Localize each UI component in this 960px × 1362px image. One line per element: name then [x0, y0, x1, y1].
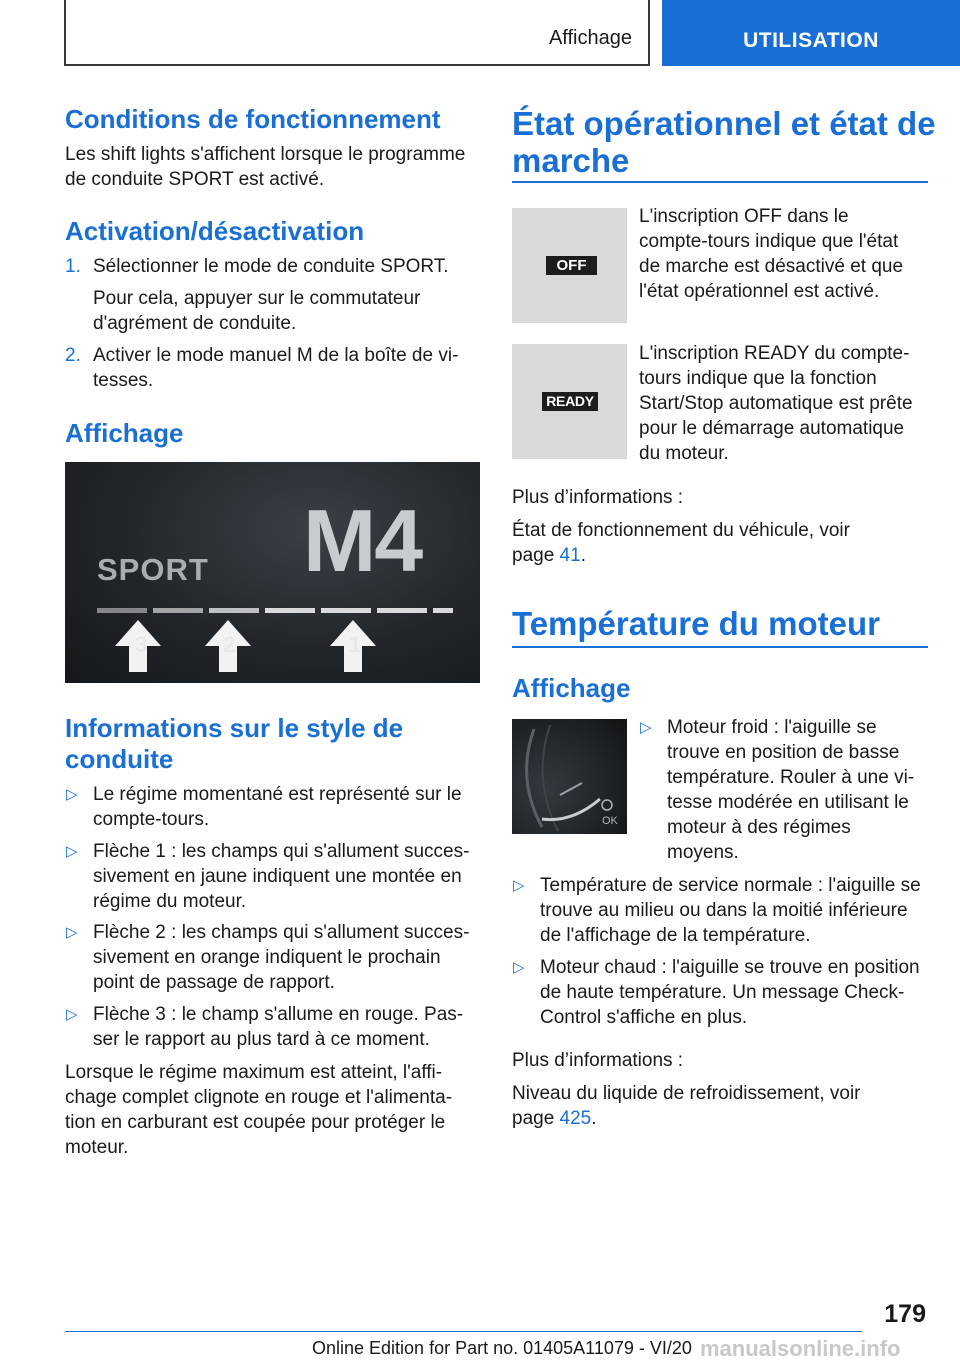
style-bullet-1-line-1: Le régime momentané est représenté sur le	[93, 784, 462, 805]
temp-bullet-2-line-2: trouve au milieu ou dans la moitié inférieure	[540, 900, 908, 921]
temp-bullet-1-line-4: tesse modérée en utilisant le	[667, 792, 909, 813]
temp-bullet-3-line-3: Control s'affiche en plus.	[540, 1007, 748, 1028]
step-1-sub-line-1: Pour cela, appuyer sur le commutateur	[93, 288, 421, 309]
style-para-line-2: chage complet clignote en rouge et l'alimenta-	[65, 1087, 453, 1108]
temp-bullet-1-line-3: température. Rouler à une vi-	[667, 767, 915, 788]
temp-bullet-1-line-5: moteur à des régimes	[667, 817, 851, 838]
triangle-right-icon: ▷	[66, 786, 78, 803]
etat-ref-page-line	[512, 543, 586, 568]
triangle-right-icon: ▷	[66, 1006, 78, 1023]
arrow-2-label: 2	[223, 632, 236, 657]
off-badge: OFF	[546, 256, 597, 275]
style-bullet-4-line-1: Flèche 3 : le champ s'allume en rouge. Pas-	[93, 1004, 464, 1025]
temp-ref-line: Niveau du liquide de refroidissement, voir	[512, 1083, 861, 1104]
triangle-right-icon: ▷	[513, 877, 525, 894]
ready-indicator-image	[512, 344, 627, 459]
sport-mode-label: SPORT	[97, 552, 209, 587]
style-bullet-3-line-3: point de passage de rapport.	[93, 972, 335, 993]
shift-light-segment	[209, 608, 259, 613]
step-2-line-2: tesses.	[93, 370, 154, 391]
arrow-3-label: 3	[135, 632, 148, 657]
temp-bullet-1-line-6: moyens.	[667, 842, 739, 863]
etat-more-info: Plus d’informations :	[512, 487, 684, 508]
page-link-41[interactable]: 41	[559, 545, 581, 566]
shift-light-segment	[153, 608, 203, 613]
style-bullet-3-line-1: Flèche 2 : les champs qui s'allument succes-	[93, 922, 470, 943]
off-text-line-3: de marche est désactivé et que	[639, 256, 904, 277]
ready-text-line-1: L'inscription READY du compte-	[639, 343, 910, 364]
style-bullet-2-line-1: Flèche 1 : les champs qui s'allument succes-	[93, 841, 470, 862]
heading-style-line-1: Informations sur le style de	[65, 713, 404, 743]
ref-prefix: page	[512, 545, 560, 566]
page-number: 179	[884, 1300, 926, 1328]
footer-edition: Online Edition for Part no. 01405A11079 - VI/20	[312, 1338, 692, 1358]
temp-bullet-3-line-2: de haute température. Un message Check-	[540, 982, 905, 1003]
heading-temp-affichage: Affichage	[512, 673, 631, 703]
ready-text-line-5: du moteur.	[639, 443, 729, 464]
temp-bullet-2-line-1: Température de service normale : l'aiguille se	[540, 875, 921, 896]
shift-light-segment	[321, 608, 371, 613]
shift-light-segment	[97, 608, 147, 613]
off-text-line-2: compte-tours indique que l'état	[639, 231, 899, 252]
off-text-line-4: l'état opérationnel est activé.	[639, 281, 880, 302]
style-para-line-4: moteur.	[65, 1137, 129, 1158]
temperature-gauge-image	[512, 719, 627, 834]
style-bullet-2-line-3: régime du moteur.	[93, 891, 247, 912]
style-bullet-4-line-2: ser le rapport au plus tard à ce moment.	[93, 1029, 430, 1050]
watermark: manualsonline.info	[700, 1336, 901, 1361]
section-divider	[512, 181, 928, 183]
heading-activation: Activation/désactivation	[65, 216, 365, 246]
temp-bullet-1-line-2: trouve en position de basse	[667, 742, 900, 763]
temp-bullet-1-line-1: Moteur froid : l'aiguille se	[667, 717, 877, 738]
triangle-right-icon: ▷	[640, 719, 652, 736]
header-chapter-tab[interactable]	[662, 0, 960, 66]
gear-indicator-label: M4	[303, 491, 422, 590]
shift-light-segment	[377, 608, 427, 613]
triangle-right-icon: ▷	[513, 959, 525, 976]
style-bullet-1-line-2: compte-tours.	[93, 809, 210, 830]
shift-light-segment	[265, 608, 315, 613]
step-number: 2.	[65, 345, 81, 366]
temp-bullet-2-line-3: de l'affichage de la température.	[540, 925, 811, 946]
shift-lights-image	[65, 462, 480, 683]
style-bullet-2-line-2: sivement en jaune indiquent une montée en	[93, 866, 462, 887]
heading-temperature: Température du moteur	[512, 605, 880, 642]
style-bullet-3-line-2: sivement en orange indiquent le prochain	[93, 947, 441, 968]
step-2-line-1: Activer le mode manuel M de la boîte de vi-	[93, 345, 459, 366]
off-indicator-image	[512, 208, 627, 323]
header-box	[64, 0, 650, 66]
ready-text-line-2: tours indique que la fonction	[639, 368, 877, 389]
triangle-right-icon: ▷	[66, 924, 78, 941]
triangle-right-icon: ▷	[66, 843, 78, 860]
header-section-title: Affichage	[548, 27, 632, 49]
style-para-line-1: Lorsque le régime maximum est atteint, l'affi-	[65, 1062, 443, 1083]
heading-affichage: Affichage	[65, 418, 184, 448]
gauge-ok-label: OK	[602, 815, 618, 827]
step-1-sub-line-2: d'agrément de conduite.	[93, 313, 297, 334]
ref-suffix: .	[591, 1108, 597, 1129]
page-link-425[interactable]: 425	[559, 1108, 592, 1129]
heading-style-line-2: conduite	[65, 744, 174, 774]
temp-ref-page-line	[512, 1106, 597, 1131]
etat-ref-line: État de fonctionnement du véhicule, voir	[512, 520, 850, 541]
ref-suffix: .	[580, 545, 586, 566]
style-para-line-3: tion en carburant est coupée pour protéger le	[65, 1112, 446, 1133]
step-number: 1.	[65, 256, 81, 277]
ready-text-line-4: pour le démarrage automatique	[639, 418, 905, 439]
off-text-line-1: L'inscription OFF dans le	[639, 206, 849, 227]
header-chapter-label: UTILISATION	[743, 29, 879, 52]
footer-divider	[65, 1331, 862, 1332]
step-1-text: Sélectionner le mode de conduite SPORT.	[93, 256, 449, 277]
ready-badge: READY	[542, 392, 598, 411]
shift-light-segment	[433, 608, 453, 613]
heading-etat-line-2: marche	[512, 142, 630, 179]
ready-text-line-3: Start/Stop automatique est prête	[639, 393, 913, 414]
arrow-1-label: 1	[349, 632, 362, 657]
conditions-line-2: de conduite SPORT est activé.	[65, 169, 325, 190]
heading-etat-line-1: État opérationnel et état de	[512, 105, 936, 142]
temp-more-info: Plus d’informations :	[512, 1050, 684, 1071]
temp-bullet-3-line-1: Moteur chaud : l'aiguille se trouve en position	[540, 957, 920, 978]
conditions-line-1: Les shift lights s'affichent lorsque le programme	[65, 144, 466, 165]
heading-conditions: Conditions de fonctionnement	[65, 104, 441, 134]
section-divider	[512, 646, 928, 648]
ref-prefix: page	[512, 1108, 560, 1129]
